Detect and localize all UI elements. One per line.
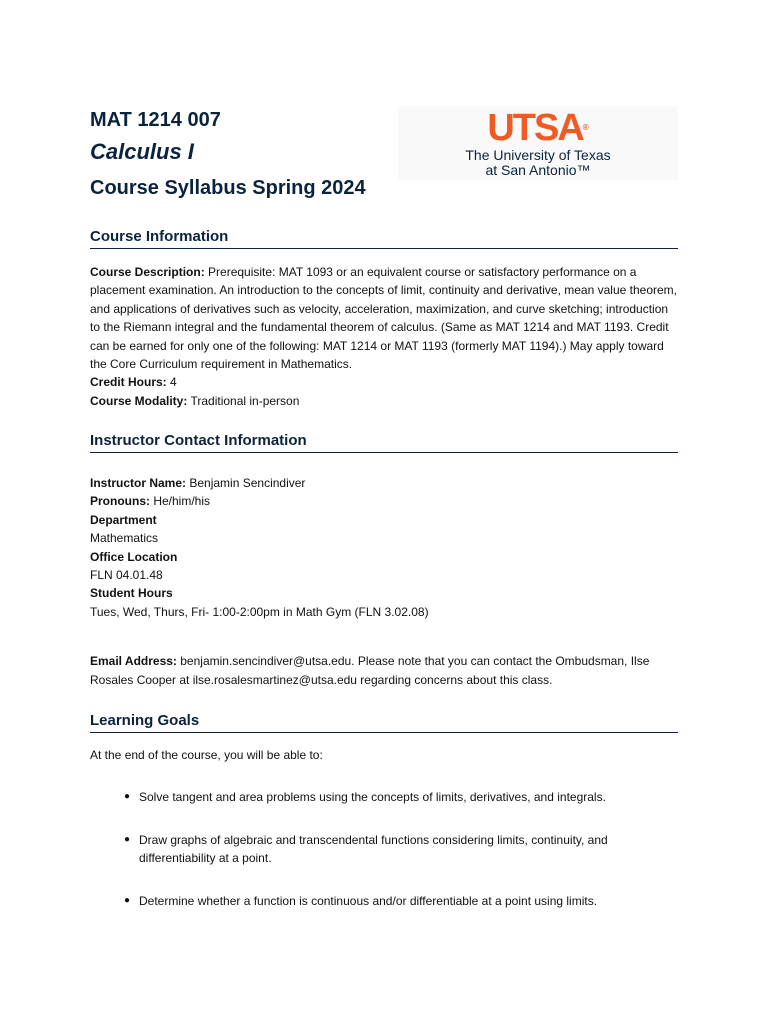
- pronouns-label: Pronouns:: [90, 494, 150, 509]
- instructor-name: [90, 474, 678, 492]
- course-description-label: Course Description:: [90, 265, 205, 279]
- pronouns: [90, 492, 678, 510]
- course-modality-value: Traditional in-person: [187, 393, 300, 408]
- instructor-heading: Instructor Contact Information: [90, 432, 678, 453]
- course-code: MAT 1214 007: [90, 109, 221, 131]
- department-label: Department: [90, 512, 157, 527]
- course-information-heading: Course Information: [90, 228, 678, 249]
- instructor-name-label: Instructor Name:: [90, 476, 187, 490]
- learning-goals-heading: Learning Goals: [90, 712, 678, 733]
- learning-goal-item: [124, 788, 678, 806]
- learning-goals-list: [90, 788, 678, 910]
- pronouns-value: He/him/his: [150, 494, 211, 509]
- department-value: Mathematics: [90, 531, 159, 546]
- email-address: [90, 652, 678, 689]
- learning-goals-intro: At the end of the course, you will be able to:: [90, 748, 323, 762]
- course-description-text: Prerequisite: MAT 1093 or an equivalent course or satisfactory performance on a placement examination. An introduction to the concepts of limit, continuity and derivative, mean value theorem, and applications of derivatives such as velocity, acceleration, maximization, and curve sketching; introduction to the Riemann integral and the fundamental theorem of calculus. (Same as MAT 1214 and MAT 1193. Credit can be earned for only one of the following: MAT 1214 or MAT 1193 (formerly MAT 1194).) May apply toward the Core Curriculum requirement in Mathematics.: [90, 265, 677, 372]
- course-description: [90, 263, 678, 373]
- course-modality-label: Course Modality:: [90, 393, 188, 408]
- course-information-section: [90, 228, 678, 410]
- utsa-logo: [398, 106, 678, 180]
- learning-goal-text: Determine whether a function is continuous and/or differentiable at a point using limits.: [139, 893, 598, 908]
- course-name: Calculus I: [90, 139, 194, 164]
- title-block: [90, 106, 390, 202]
- bullet-icon: ●: [124, 791, 131, 803]
- learning-goal-text: Draw graphs of algebraic and transcendental functions considering limits, continuity, and differentiability at a point.: [139, 832, 608, 866]
- utsa-logo-line2: at San Antonio™: [485, 162, 591, 178]
- email-address-value: benjamin.sencindiver@utsa.edu. Please note that you can contact the Ombudsman, Ilse Rosales Cooper at ilse.rosalesmartinez@utsa.edu regarding concerns about this class.: [90, 654, 650, 687]
- student-hours-label: Student Hours: [90, 586, 173, 601]
- student-hours-value: Tues, Wed, Thurs, Fri- 1:00-2:00pm in Math Gym (FLN 3.02.08): [90, 604, 429, 619]
- credit-hours: [90, 373, 678, 391]
- credit-hours-value: 4: [166, 375, 177, 390]
- email-address-label: Email Address:: [90, 654, 177, 669]
- bullet-icon: ●: [124, 833, 131, 845]
- credit-hours-label: Credit Hours:: [90, 375, 167, 390]
- learning-goal-item: [124, 892, 678, 910]
- utsa-logo-line1: The University of Texas: [465, 147, 611, 163]
- learning-goals-section: [90, 712, 678, 910]
- instructor-name-value: Benjamin Sencindiver: [186, 476, 306, 490]
- learning-goal-item: [124, 831, 678, 868]
- instructor-section: [90, 432, 678, 689]
- course-modality: [90, 392, 678, 410]
- learning-goal-text: Solve tangent and area problems using the concepts of limits, derivatives, and integrals.: [139, 790, 606, 805]
- syllabus-title: Course Syllabus Spring 2024: [90, 177, 366, 199]
- utsa-logo-mark: UTSA®: [487, 107, 589, 149]
- bullet-icon: ●: [124, 894, 131, 906]
- office-location-value: FLN 04.01.48: [90, 568, 163, 583]
- office-location-label: Office Location: [90, 549, 178, 564]
- utsa-logo-wordmark: UTSA: [487, 107, 583, 149]
